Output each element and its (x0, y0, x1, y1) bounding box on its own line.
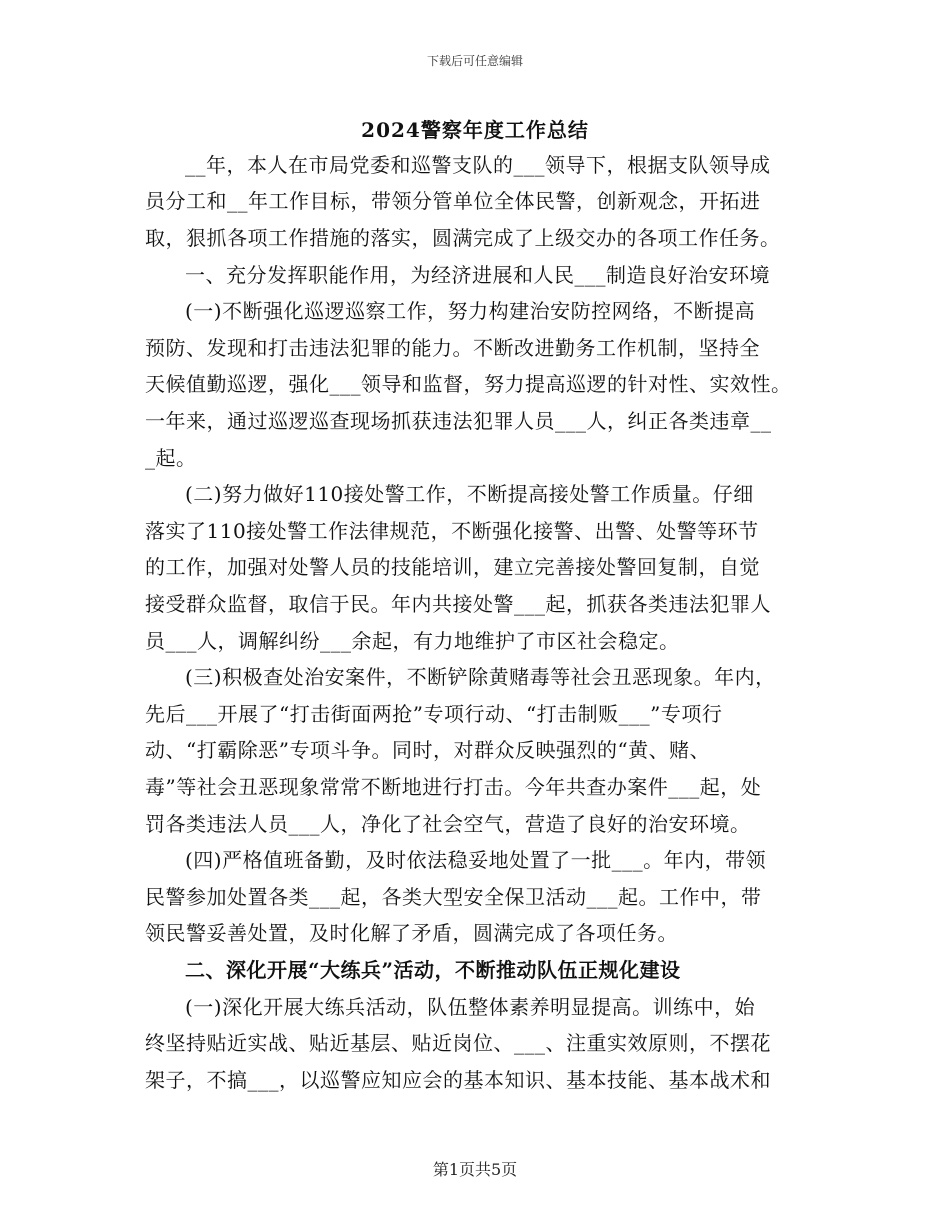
section-heading-line: 一、充分发挥职能作用，为经济进展和人民___制造良好治安环境 (185, 263, 770, 287)
body-line: 民警参加处置各类___起，各类大型安全保卫活动___起。工作中，带 (145, 885, 762, 909)
body-line: __年，本人在市局党委和巡警支队的___领导下，根据支队领导成 (185, 153, 771, 177)
body-line: 取，狠抓各项工作措施的落实，圆满完成了上级交办的各项工作任务。 (145, 226, 781, 250)
body-line: (一)不断强化巡逻巡察工作，努力构建治安防控网络，不断提高 (185, 299, 756, 323)
body-line: 领民警妥善处置，及时化解了矛盾，圆满完成了各项任务。 (145, 921, 678, 945)
header-note: 下载后可任意编辑 (426, 54, 523, 68)
body-line: 终坚持贴近实战、贴近基层、贴近岗位、___、注重实效原则，不摆花 (145, 1031, 771, 1055)
body-line: (四)严格值班备勤，及时依法稳妥地处置了一批___。年内，带领 (185, 848, 767, 872)
body-line: 动、“打霸除恶”专项斗争。同时，对群众反映强烈的“黄、赌、 (145, 738, 711, 762)
body-line: 员___人，调解纠纷___余起，有力地维护了市区社会稳定。 (145, 629, 680, 653)
body-line: 架子，不搞___，以巡警应知应会的基本知识、基本技能、基本战术和 (145, 1068, 771, 1092)
body-line: 先后___开展了“打击街面两抢”专项行动、“打击制贩___”专项行 (145, 702, 723, 726)
body-line: 罚各类违法人员___人，净化了社会空气，营造了良好的治安环境。 (145, 812, 751, 836)
body-line: 毒”等社会丑恶现象常常不断地进行打击。今年共查办案件___起，处 (145, 775, 762, 799)
page-number-footer: 第1页共5页 (432, 1160, 518, 1179)
section-heading-line: 二、深化开展“大练兵”活动，不断推动队伍正规化建设 (185, 958, 681, 982)
body-line: 落实了110接处警工作法律规范，不断强化接警、出警、处警等环节 (145, 519, 759, 543)
body-line: 预防、发现和打击违法犯罪的能力。不断改进勤务工作机制，坚持全 (145, 336, 760, 360)
body-line: 的工作，加强对处警人员的技能培训，建立完善接处警回复制，自觉 (145, 555, 760, 579)
body-line: _起。 (145, 446, 197, 470)
body-line: (二)努力做好110接处警工作，不断提高接处警工作质量。仔细 (185, 482, 754, 506)
body-line: 一年来，通过巡逻巡查现场抓获违法犯罪人员___人，纠正各类违章__ (145, 409, 772, 433)
body-line: (三)积极查处治安案件，不断铲除黄赌毒等社会丑恶现象。年内， (185, 665, 776, 689)
body-line: 员分工和__年工作目标，带领分管单位全体民警，创新观念，开拓进 (145, 189, 761, 213)
body-line: 接受群众监督，取信于民。年内共接处警___起，抓获各类违法犯罪人 (145, 592, 771, 616)
body-line: 天候值勤巡逻，强化___领导和监督，努力提高巡逻的针对性、实效性。 (145, 372, 792, 396)
body-line: (一)深化开展大练兵活动，队伍整体素养明显提高。训练中，始 (185, 995, 756, 1019)
document-title: 2024警察年度工作总结 (361, 118, 589, 142)
